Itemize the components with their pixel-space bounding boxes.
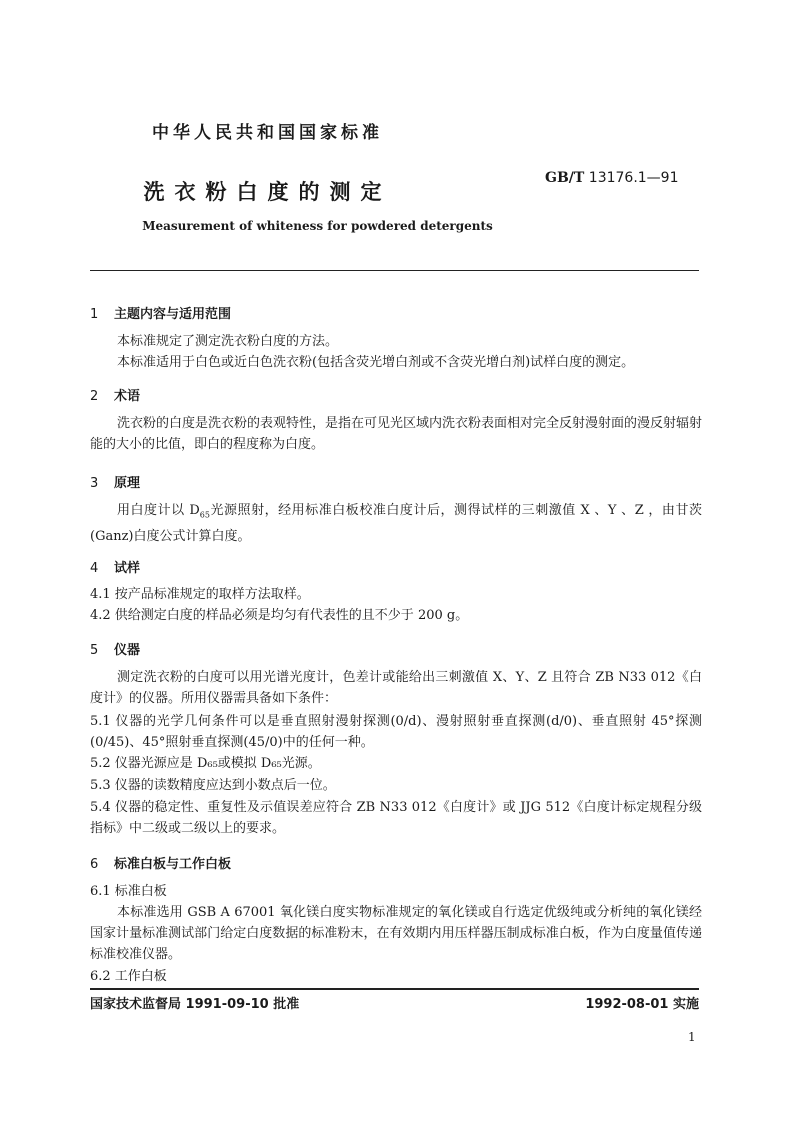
section-6-subheading-1: 6.1 标准白板 bbox=[90, 884, 167, 899]
section-6-heading: 6 标准白板与工作白板 bbox=[90, 857, 232, 872]
section-5-item-2: 5.2 仪器光源应是 D₆₅或模拟 D₆₅光源。 bbox=[90, 756, 321, 771]
page-number: 1 bbox=[688, 1030, 696, 1044]
section-4-heading: 4 试样 bbox=[90, 561, 141, 576]
section-5-item-3: 5.3 仪器的读数精度应达到小数点后一位。 bbox=[90, 778, 336, 793]
approval-date: 国家技术监督局 1991-09-10 批准 bbox=[90, 997, 300, 1012]
section-5-item-1: 5.1 仪器的光学几何条件可以是垂直照射漫射探测(0/d)、漫射照射垂直探测(d/0)、垂直照射 45°探测(0/45)、45°照射垂直探测(45/0)中的任何一种。 bbox=[90, 714, 702, 750]
section-1-heading: 1 主题内容与适用范围 bbox=[90, 307, 232, 322]
section-5-item-4: 5.4 仪器的稳定性、重复性及示值误差应符合 ZB N33 012《白度计》或 JJG 512《白度计标定规程分级指标》中二级或二级以上的要求。 bbox=[90, 800, 702, 836]
section-2-paragraph: 洗衣粉的白度是洗衣粉的表观特性，是指在可见光区域内洗衣粉表面相对完全反射漫射面的漫反射辐射能的大小的比值，即白的程度称为白度。 bbox=[90, 416, 703, 452]
section-3-heading: 3 原理 bbox=[90, 476, 141, 491]
section-4-item-1: 4.1 按产品标准规定的取样方法取样。 bbox=[90, 587, 310, 602]
standard-prefix: GB/T bbox=[545, 170, 585, 186]
section-4-item-2: 4.2 供给测定白度的样品必须是均匀有代表性的且不少于 200 g。 bbox=[90, 608, 469, 623]
document-title: 洗衣粉白度的测定 bbox=[143, 180, 392, 204]
header-divider bbox=[90, 270, 699, 271]
footer-divider bbox=[90, 988, 699, 990]
issuing-country-standard-header: 中华人民共和国国家标准 bbox=[152, 123, 383, 143]
section-2-heading: 2 术语 bbox=[90, 389, 141, 404]
standard-number bbox=[545, 170, 679, 186]
section-5-heading: 5 仪器 bbox=[90, 643, 141, 658]
effective-date: 1992-08-01 实施 bbox=[585, 997, 699, 1012]
section-6-subheading-2: 6.2 工作白板 bbox=[90, 969, 167, 984]
standard-code: 13176.1—91 bbox=[588, 170, 679, 186]
section-6-paragraph: 本标准选用 GSB A 67001 氧化镁白度实物标准规定的氧化镁或自行选定优级纯或分析纯的氧化镁经国家计量标准测试部门给定白度数据的标准粉末，在有效期内用压样器压制成标准白板，作为白度量值传递标准校准仪器。 bbox=[90, 905, 702, 962]
section-5-intro: 测定洗衣粉的白度可以用光谱光度计，色差计或能给出三刺激值 X、Y、Z 且符合 ZB N33 012《白度计》的仪器。所用仪器需具备如下条件： bbox=[90, 670, 702, 706]
section-1-line-2: 本标准适用于白色或近白色洗衣粉(包括含荧光增白剂或不含荧光增白剂)试样白度的测定。 bbox=[117, 355, 635, 370]
english-title: Measurement of whiteness for powdered detergents bbox=[142, 219, 493, 233]
section-3-paragraph: 用白度计以 $D_{65}$光源照射，经用标准白板校准白度计后，测得试样的三刺激值 X 、Y 、Z ，由甘茨(Ganz)白度公式计算白度。 bbox=[90, 503, 702, 544]
section-1-line-1: 本标准规定了测定洗衣粉白度的方法。 bbox=[117, 334, 339, 349]
